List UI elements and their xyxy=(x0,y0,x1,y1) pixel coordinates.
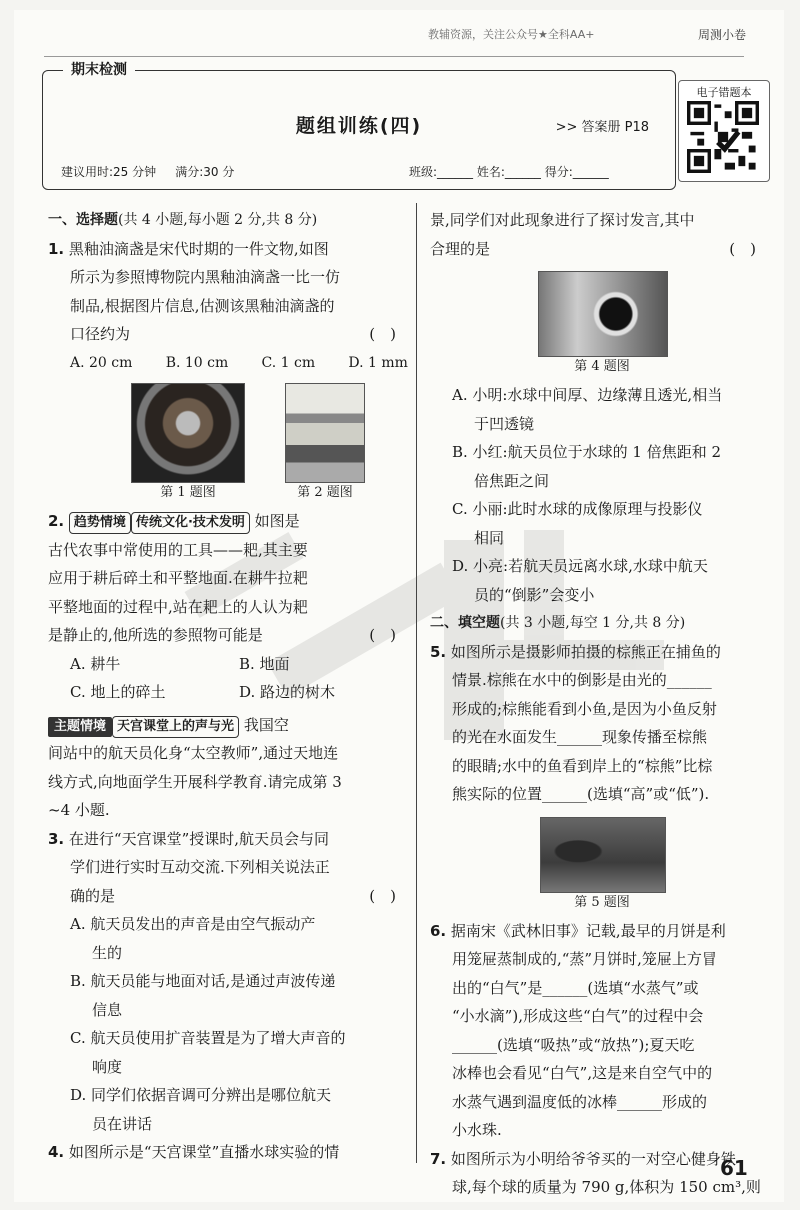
q4-option-b[interactable] xyxy=(430,438,768,495)
q4-option-b-line: B. 小红:航天员位于水球的 1 倍焦距和 2 xyxy=(452,443,722,461)
figure-2 xyxy=(285,383,365,503)
q1-line: 所示为参照博物院内黑釉油滴盏一比一仿 xyxy=(70,268,341,286)
q6-line: 小水珠. xyxy=(452,1121,502,1139)
q3-option-c[interactable] xyxy=(48,1024,408,1081)
q4-option-a-line: A. 小明:水球中间厚、边缘薄且透光,相当 xyxy=(452,386,723,404)
figure-2-caption: 第 2 题图 xyxy=(297,485,353,500)
worksheet-page xyxy=(14,10,784,1202)
q4-option-a-line: 于凹透镜 xyxy=(474,414,535,433)
question-5 xyxy=(430,638,768,913)
q2-options-row2 xyxy=(48,678,408,707)
q4-option-c-line: 相同 xyxy=(474,528,505,547)
figure-1 xyxy=(131,383,245,503)
q6-line: “小水滴”),形成这些“白气”的过程中会 xyxy=(452,1007,704,1025)
section-1-heading xyxy=(48,206,408,235)
q6-line: 用笼屉蒸制成的,“蒸”月饼时,笼屉上方冒 xyxy=(452,950,717,968)
q3-number: 3. xyxy=(48,829,65,848)
q7-line: 球,每个球的质量为 790 g,体积为 150 cm³,则 xyxy=(452,1178,761,1196)
q3-option-b[interactable] xyxy=(48,967,408,1024)
q2-answer-paren[interactable]: ( ) xyxy=(369,626,396,644)
q3-line: 确的是 xyxy=(70,886,116,905)
q6-number: 6. xyxy=(430,921,447,940)
q4-option-c-line: C. 小丽:此时水球的成像原理与投影仪 xyxy=(452,500,703,518)
q2-line: 如图是 xyxy=(254,512,300,530)
q6-line: 水蒸气遇到温度低的冰棒______形成的 xyxy=(452,1092,708,1111)
q5-line: 如图所示是摄影师拍摄的棕熊正在捕鱼的 xyxy=(450,642,721,661)
q4-line: 合理的是 xyxy=(430,239,491,258)
q5-line: 的眼睛;水中的鱼看到岸上的“棕熊”比棕 xyxy=(452,756,713,775)
q2-option-c[interactable]: C. 地上的碎土 xyxy=(70,683,166,701)
header-box xyxy=(42,62,676,190)
bear-photo xyxy=(540,817,666,893)
q3-option-c-line: C. 航天员使用扩音装置是为了增大声音的 xyxy=(70,1029,346,1047)
q3-option-d[interactable] xyxy=(48,1081,408,1138)
water-ball-photo xyxy=(538,271,668,357)
q4-option-d-line: 员的“倒影”会变小 xyxy=(474,585,595,604)
q2-option-a[interactable]: A. 耕牛 xyxy=(70,654,121,673)
q7-number: 7. xyxy=(430,1149,447,1168)
bowl-photo xyxy=(131,383,245,483)
q1-option-b[interactable]: B. 10 cm xyxy=(165,354,229,371)
q4-option-c[interactable] xyxy=(430,495,768,552)
q1-line: 制品,根据图片信息,估测该黑釉油滴盏的 xyxy=(70,296,335,315)
figure-4-caption: 第 4 题图 xyxy=(574,359,630,374)
q4-option-a[interactable] xyxy=(430,381,768,438)
section-1-note: (共 4 小题,每小题 2 分,共 8 分) xyxy=(118,212,318,228)
q7-line: 如图所示为小明给爷爷买的一对空心健身铁 xyxy=(450,1149,736,1168)
q3-option-d-line: 员在讲话 xyxy=(92,1114,153,1133)
theme-line: 线方式,向地面学生开展科学教育.请完成第 3 xyxy=(48,772,342,791)
question-7 xyxy=(430,1145,768,1202)
trend-tag: 趋势情境 xyxy=(69,512,131,534)
figures-1-2 xyxy=(88,383,408,503)
question-3 xyxy=(48,825,408,1139)
suggested-time: 建议用时:25 分钟 xyxy=(61,165,157,179)
q6-line: 据南宋《武林旧事》记载,最早的月饼是利 xyxy=(450,921,726,940)
exam-type-tag: 期末检测 xyxy=(63,59,135,79)
q2-option-b[interactable]: B. 地面 xyxy=(239,654,290,673)
q3-option-a-line: A. 航天员发出的声音是由空气振动产 xyxy=(70,915,316,933)
q1-number: 1. xyxy=(48,239,65,258)
q5-line: 熊实际的位置______(选填“高”或“低”). xyxy=(452,785,710,803)
q2-line: 应用于耕后碎土和平整地面.在耕牛拉耙 xyxy=(48,569,308,587)
left-column xyxy=(48,206,408,1167)
q5-line: 形成的;棕熊能看到小鱼,是因为小鱼反射 xyxy=(452,699,717,718)
theme-title: 天宫课堂上的声与光 xyxy=(112,716,239,738)
q1-option-a[interactable]: A. 20 cm xyxy=(70,354,133,371)
page-number: 61 xyxy=(720,1156,748,1180)
section-2-heading xyxy=(430,609,768,638)
q1-line: 黑釉油滴盏是宋代时期的一件文物,如图 xyxy=(68,239,329,258)
q4-answer-paren[interactable]: ( ) xyxy=(729,239,756,258)
q2-line: 古代农事中常使用的工具——耙,其主要 xyxy=(48,540,308,559)
q4-line: 景,同学们对此现象进行了探讨发言,其中 xyxy=(430,211,695,229)
q4-option-d[interactable] xyxy=(430,552,768,609)
q6-line: 冰棒也会看见“白气”,这是来自空气中的 xyxy=(452,1064,713,1082)
question-4-cont xyxy=(430,206,768,609)
question-1 xyxy=(48,235,408,504)
harrow-illustration xyxy=(285,383,365,483)
top-bar xyxy=(14,10,784,48)
theme-line: ~4 小题. xyxy=(48,801,110,819)
q1-option-d[interactable]: D. 1 mm xyxy=(348,354,408,371)
question-2 xyxy=(48,507,408,707)
figure-5 xyxy=(540,817,768,913)
q2-options-row1 xyxy=(48,650,408,679)
q3-option-a-line: 生的 xyxy=(92,943,123,962)
q2-number: 2. xyxy=(48,512,65,530)
q3-line: 在进行“天宫课堂”授课时,航天员会与同 xyxy=(68,829,330,848)
top-rule xyxy=(44,56,744,57)
figure-1-caption: 第 1 题图 xyxy=(160,485,216,500)
theme-label: 主题情境 xyxy=(48,717,112,737)
qr-panel[interactable] xyxy=(678,80,770,182)
promo-text: 教辅资源，关注公众号★全科AA+ xyxy=(428,28,595,41)
q3-line: 学们进行实时互动交流.下列相关说法正 xyxy=(70,858,330,876)
q5-line: 的光在水面发生______现象传播至棕熊 xyxy=(452,728,708,746)
q2-line: 是静止的,他所选的参照物可能是 xyxy=(48,626,263,644)
q3-option-c-line: 响度 xyxy=(92,1057,123,1076)
full-score: 满分:30 分 xyxy=(175,165,235,179)
q2-line: 平整地面的过程中,站在耙上的人认为耙 xyxy=(48,597,308,616)
q4-option-d-line: D. 小亮:若航天员远离水球,水球中航天 xyxy=(452,557,708,575)
theme-line: 间站中的航天员化身“太空教师”,通过天地连 xyxy=(48,744,339,762)
q1-options xyxy=(48,349,408,378)
q5-number: 5. xyxy=(430,642,447,661)
q5-line: 情景.棕熊在水中的倒影是由光的______ xyxy=(452,671,712,689)
student-fields: 班级:______ 姓名:______ 得分:______ xyxy=(409,165,609,179)
figure-4 xyxy=(538,271,768,377)
page-title: 题组训练(四) xyxy=(295,115,423,137)
q3-answer-paren[interactable]: ( ) xyxy=(369,886,396,905)
column-divider xyxy=(416,203,417,1163)
answer-reference: >> 答案册 P18 xyxy=(555,120,649,135)
q3-option-b-line: B. 航天员能与地面对话,是通过声波传递 xyxy=(70,972,336,990)
section-1-title: 一、选择题 xyxy=(48,212,118,228)
q3-option-d-line: D. 同学们依据音调可分辨出是哪位航天 xyxy=(70,1086,332,1104)
q2-option-d[interactable]: D. 路边的树木 xyxy=(239,683,336,701)
q1-option-c[interactable]: C. 1 cm xyxy=(261,354,316,371)
right-column xyxy=(430,206,768,1202)
question-6 xyxy=(430,917,768,1145)
qr-label: 电子错题本 xyxy=(696,86,752,99)
q1-line: 口径约为 xyxy=(70,325,131,343)
q4-number: 4. xyxy=(48,1143,65,1161)
q6-line: ______(选填“吸热”或“放热”);夏天吃 xyxy=(452,1035,695,1054)
culture-tag: 传统文化·技术发明 xyxy=(131,512,250,534)
q1-answer-paren[interactable]: ( ) xyxy=(369,325,396,343)
q4-line: 如图所示是“天宫课堂”直播水球实验的情 xyxy=(68,1143,340,1161)
time-score xyxy=(61,163,234,180)
q6-line: 出的“白气”是______(选填“水蒸气”或 xyxy=(452,978,699,997)
theme-line: 我国空 xyxy=(243,715,289,734)
q3-option-a[interactable] xyxy=(48,910,408,967)
question-4-start xyxy=(48,1138,408,1167)
theme-intro xyxy=(48,711,408,825)
series-label: 周测小卷 xyxy=(697,28,746,42)
q4-option-b-line: 倍焦距之间 xyxy=(474,471,550,490)
section-2-note: (共 3 小题,每空 1 分,共 8 分) xyxy=(500,615,686,631)
q3-option-b-line: 信息 xyxy=(92,1000,123,1019)
section-2-title: 二、填空题 xyxy=(430,615,500,631)
qr-code-icon[interactable] xyxy=(687,101,759,173)
figure-5-caption: 第 5 题图 xyxy=(574,894,630,910)
